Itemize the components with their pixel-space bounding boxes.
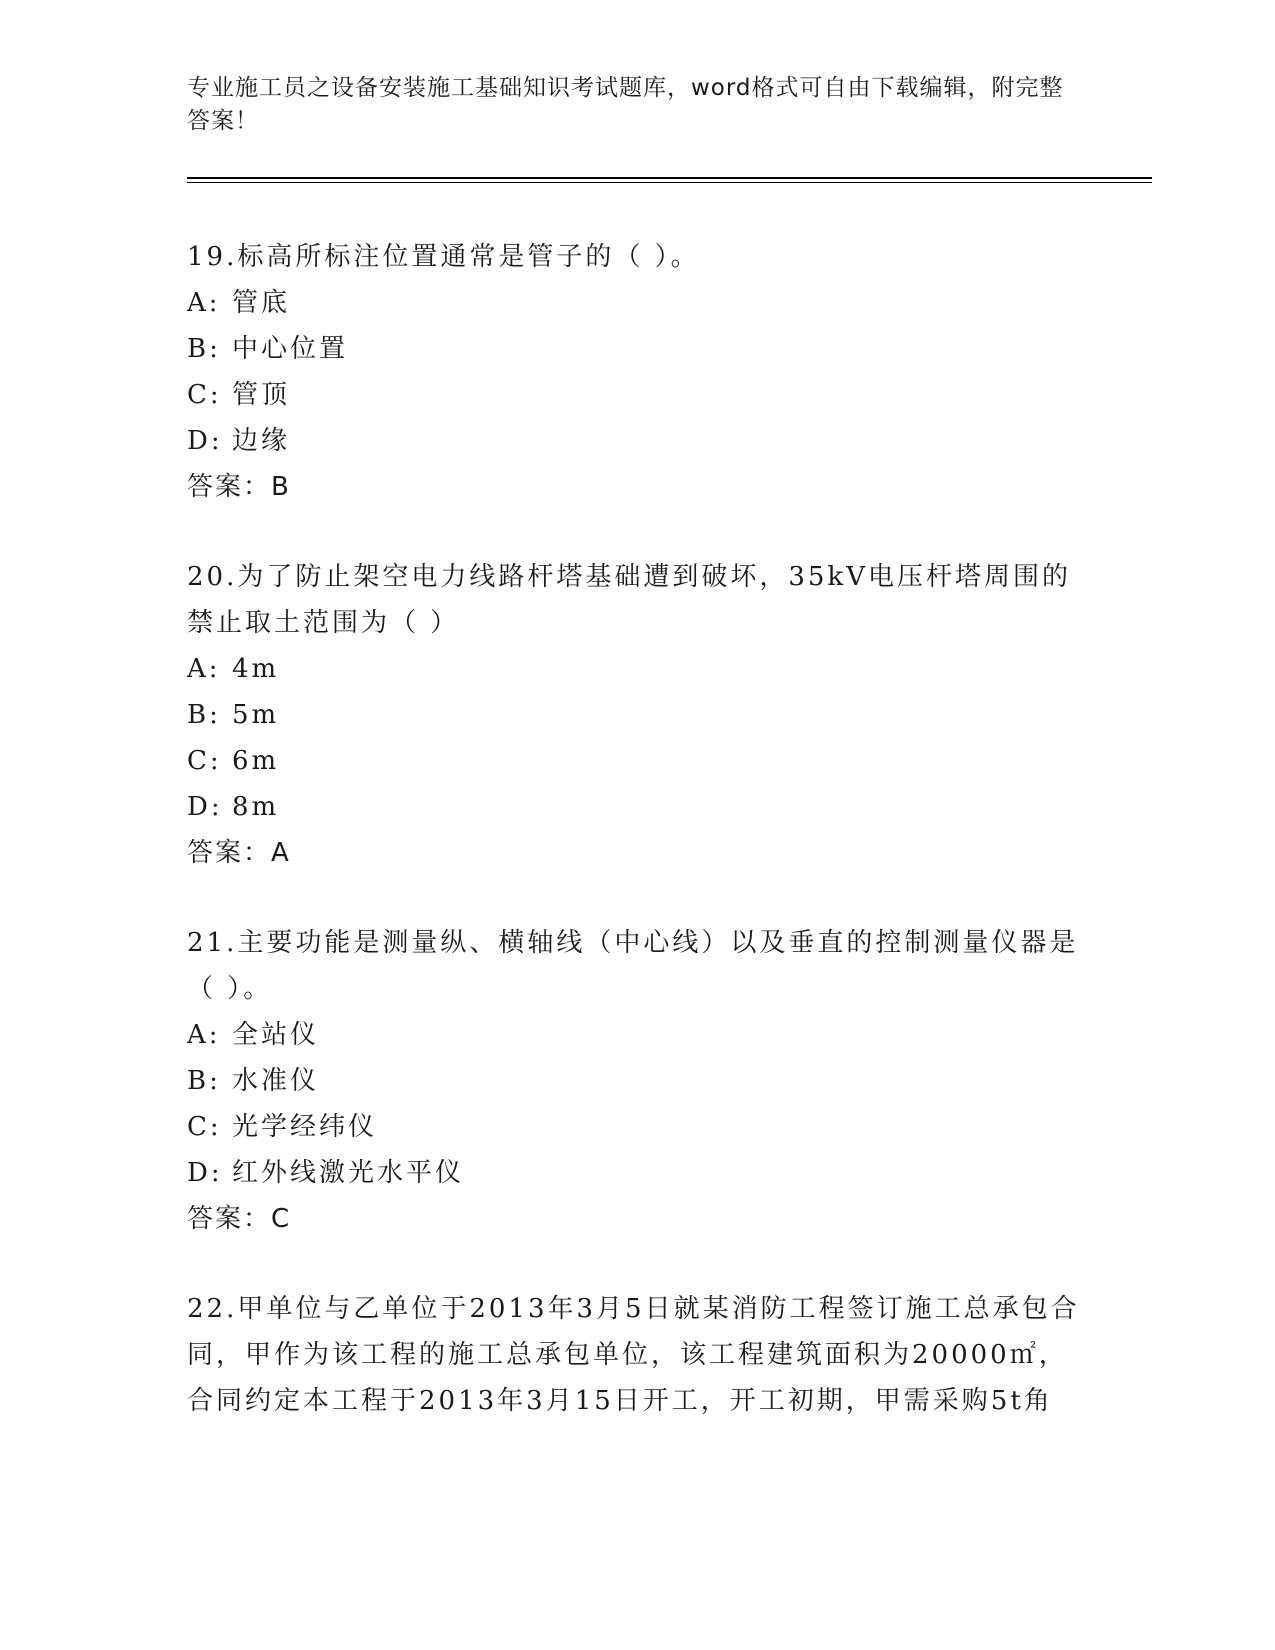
option-label: C:: [187, 380, 222, 410]
answer-line: 答案：C: [187, 1204, 292, 1234]
option-text: 6m: [232, 746, 280, 776]
option-label: B:: [187, 334, 221, 364]
option-a: [187, 280, 1087, 326]
option-c: [187, 372, 1087, 418]
header-divider-thin: [187, 182, 1152, 183]
option-a: [187, 1012, 1087, 1058]
answer-line: 答案：A: [187, 838, 291, 868]
option-text: 红外线激光水平仪: [232, 1158, 465, 1188]
option-text: 管顶: [232, 380, 291, 410]
question-19: [187, 234, 1087, 510]
option-label: C:: [187, 1112, 222, 1142]
option-label: A:: [187, 1020, 221, 1050]
option-label: B:: [187, 700, 221, 730]
option-label: D:: [187, 792, 223, 822]
option-label: A:: [187, 288, 221, 318]
document-header: 专业施工员之设备安装施工基础知识考试题库，word格式可自由下载编辑，附完整答案！: [187, 75, 1064, 134]
option-text: 全站仪: [232, 1020, 320, 1050]
answer-line: 答案：B: [187, 472, 291, 502]
question-stem: 22.甲单位与乙单位于2013年3月5日就某消防工程签订施工总承包合同，甲作为该工程的施工总承包单位，该工程建筑面积为20000㎡，合同约定本工程于2013年3月15日开工，开工初期，甲需采购5t角: [187, 1294, 1080, 1416]
option-label: D:: [187, 1158, 223, 1188]
header-divider-thick: [187, 177, 1152, 179]
option-label: C:: [187, 746, 222, 776]
option-d: [187, 784, 1087, 830]
option-c: [187, 1104, 1087, 1150]
question-21: [187, 920, 1087, 1242]
option-label: A:: [187, 654, 221, 684]
option-text: 边缘: [232, 426, 291, 456]
option-d: [187, 418, 1087, 464]
option-text: 8m: [232, 792, 280, 822]
question-stem: 21.主要功能是测量纵、横轴线（中心线）以及垂直的控制测量仪器是（ ）。: [187, 928, 1079, 1004]
question-stem: 19.标高所标注位置通常是管子的（ ）。: [187, 242, 700, 272]
option-text: 光学经纬仪: [232, 1112, 378, 1142]
option-b: [187, 326, 1087, 372]
option-text: 4m: [232, 654, 280, 684]
option-text: 中心位置: [232, 334, 349, 364]
option-text: 水准仪: [232, 1066, 320, 1096]
option-b: [187, 692, 1087, 738]
option-text: 管底: [232, 288, 291, 318]
question-list: [187, 234, 1087, 1468]
option-b: [187, 1058, 1087, 1104]
option-label: D:: [187, 426, 223, 456]
question-22: [187, 1286, 1087, 1424]
option-text: 5m: [232, 700, 280, 730]
option-a: [187, 646, 1087, 692]
question-stem: 20.为了防止架空电力线路杆塔基础遭到破坏，35kV电压杆塔周围的禁止取土范围为（ ）: [187, 562, 1071, 638]
option-label: B:: [187, 1066, 221, 1096]
question-20: [187, 554, 1087, 876]
option-c: [187, 738, 1087, 784]
option-d: [187, 1150, 1087, 1196]
